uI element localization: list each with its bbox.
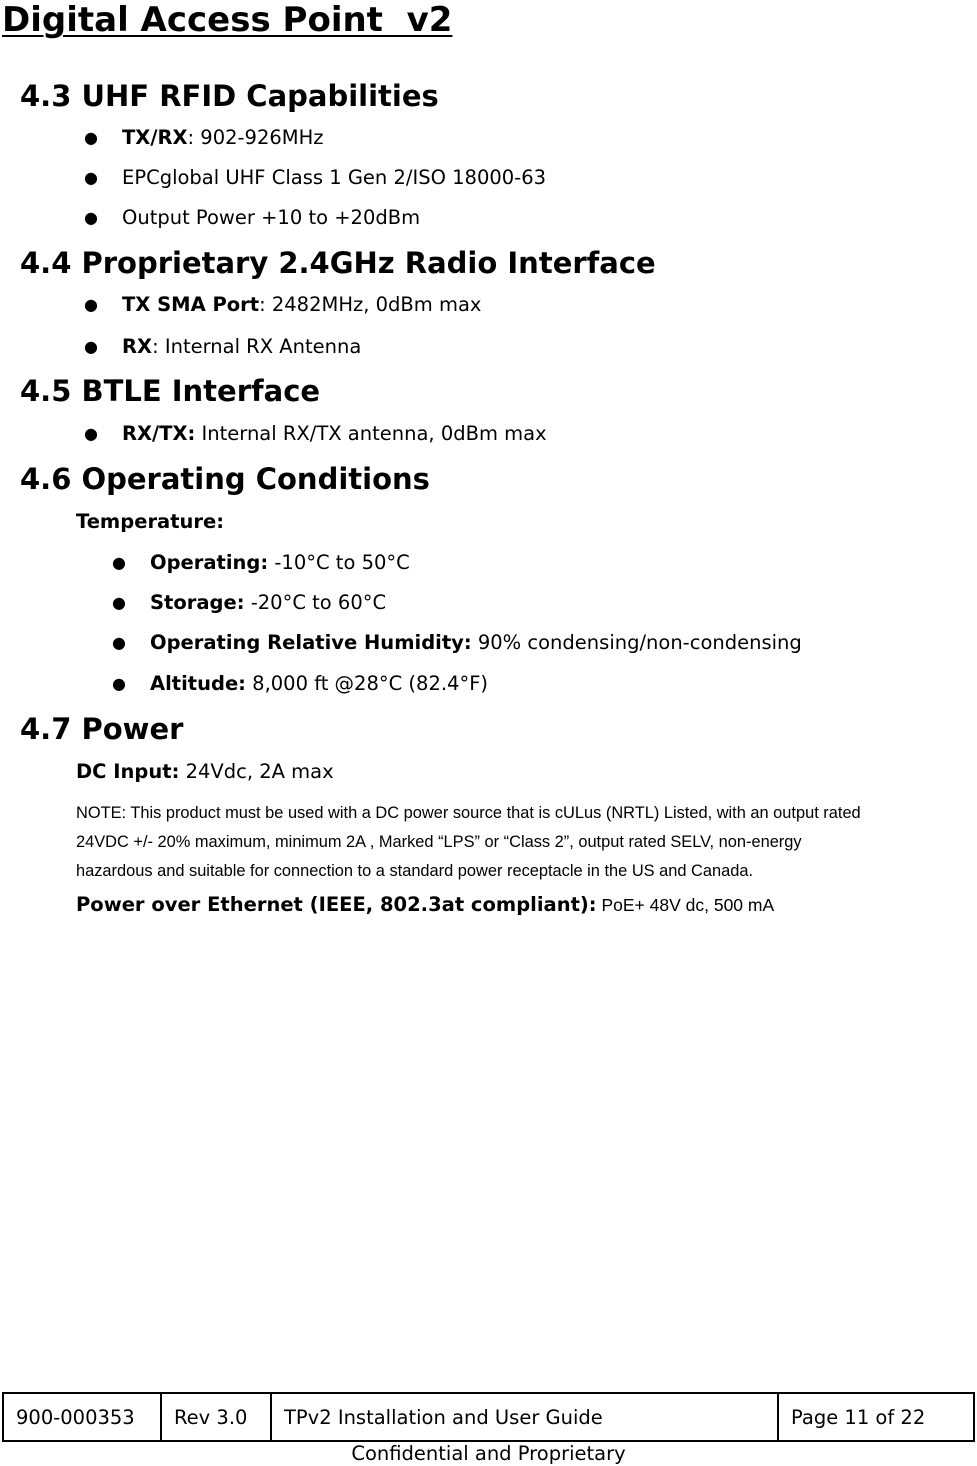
bullet-icon: ● [112,633,126,652]
dc-input-text: 24Vdc, 2A max [179,760,334,783]
item-label: RX [122,335,153,358]
rfid-item-epcglobal: EPCglobal UHF Class 1 Gen 2/ISO 18000-63 [122,166,547,189]
btle-item-rxtx [122,422,547,446]
power-note [76,799,976,886]
radio-item-tx-sma [122,293,481,317]
footer-doc-number: 900-000353 [3,1393,161,1441]
bullet-icon: ● [84,168,98,187]
temperature-subheading: Temperature: [76,510,225,533]
item-label: Operating: [150,551,269,574]
item-text: 90% condensing/non-condensing [471,631,802,654]
item-label: Operating Relative Humidity: [150,631,472,654]
operating-item-storage [150,591,386,615]
footer-page-number: Page 11 of 22 [778,1393,974,1441]
item-text: : 902-926MHz [187,126,324,149]
document-title: Digital Access Point v2 [2,0,453,40]
note-line: NOTE: This product must be used with a DC power source that is cULus (NRTL) Listed, with an output rated [76,804,861,822]
operating-item-humidity [150,631,802,655]
section-heading-btle: 4.5 BTLE Interface [20,374,321,408]
bullet-icon: ● [84,208,98,227]
dc-input-line [76,760,334,784]
bullet-icon: ● [84,424,98,443]
item-text: -10°C to 50°C [268,551,410,574]
footer-revision: Rev 3.0 [161,1393,271,1441]
poe-line [76,893,774,917]
footer-table [2,1392,975,1442]
section-heading-rfid: 4.3 UHF RFID Capabilities [20,79,439,113]
note-line: 24VDC +/- 20% maximum, minimum 2A , Marked “LPS” or “Class 2”, output rated SELV, non-energy [76,833,802,851]
footer-confidential: Confidential and Proprietary [351,1442,626,1465]
section-heading-radio: 4.4 Proprietary 2.4GHz Radio Interface [20,246,656,280]
item-text: 8,000 ft @28°C (82.4°F) [245,672,489,695]
section-heading-operating: 4.6 Operating Conditions [20,462,430,496]
bullet-icon: ● [84,337,98,356]
bullet-icon: ● [112,674,126,693]
rfid-item-output-power: Output Power +10 to +20dBm [122,206,421,229]
bullet-icon: ● [112,593,126,612]
bullet-icon: ● [84,128,98,147]
radio-item-rx [122,335,361,359]
item-label: RX/TX: [122,422,196,445]
item-text: Internal RX/TX antenna, 0dBm max [195,422,547,445]
item-label: TX/RX [122,126,188,149]
note-line: hazardous and suitable for connection to a standard power receptacle in the US and Canada. [76,862,754,880]
item-text: -20°C to 60°C [244,591,387,614]
item-text: : Internal RX Antenna [152,335,362,358]
operating-item-altitude [150,672,488,696]
operating-item-operating [150,551,410,575]
bullet-icon: ● [84,295,98,314]
dc-input-label: DC Input: [76,760,180,783]
bullet-icon: ● [112,553,126,572]
rfid-item-txrx [122,126,323,150]
poe-text: PoE+ 48V dc, 500 mA [596,895,775,915]
item-label: Altitude: [150,672,246,695]
section-heading-power: 4.7 Power [20,712,184,746]
item-text: : 2482MHz, 0dBm max [259,293,482,316]
item-label: TX SMA Port [122,293,260,316]
footer-doc-title: TPv2 Installation and User Guide [271,1393,778,1441]
poe-label: Power over Ethernet (IEEE, 802.3at compliant): [76,893,597,916]
item-label: Storage: [150,591,245,614]
